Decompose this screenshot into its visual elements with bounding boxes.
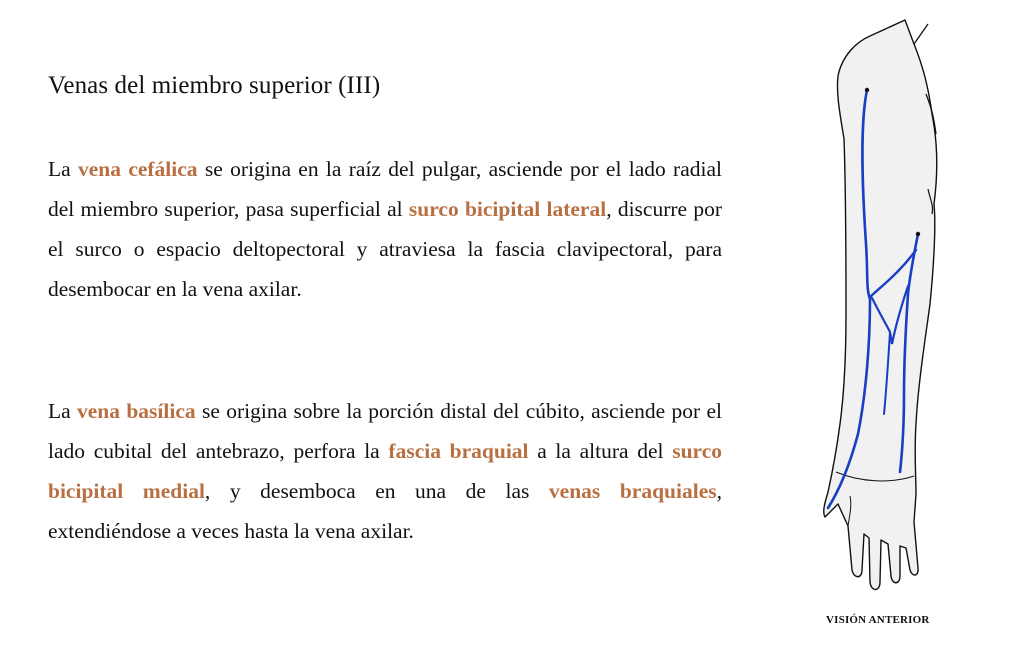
basilic-vein-paragraph: [48, 391, 722, 551]
chest-contour: [914, 24, 928, 44]
basilic-vein-end: [916, 232, 920, 236]
body-text: se origina en la raíz del pulgar, asciende por el lado radial del miembro superior, pasa superficial al: [48, 157, 722, 221]
body-text: se origina sobre la porción distal del cúbito, asciende por el lado cubital del antebrazo, perfora la: [48, 399, 722, 463]
body-text: , y desemboca en una de las: [204, 479, 549, 503]
cephalic-vein-paragraph: [48, 149, 722, 309]
arm-outline: [824, 20, 937, 590]
page-title: Venas del miembro superior (III): [48, 72, 381, 99]
highlighted-term: surco bicipital medial: [48, 439, 722, 503]
body-text: , discurre por el surco o espacio deltopectoral y atraviesa la fascia clavipectoral, para desembocar en la vena axilar.: [48, 197, 723, 301]
body-text: , extendiéndose a veces hasta la vena axilar.: [48, 479, 722, 543]
figure-caption: VISIÓN ANTERIOR: [826, 614, 930, 626]
cephalic-vein-end: [865, 88, 869, 92]
body-text: a la altura del: [528, 439, 673, 463]
body-text: La: [48, 399, 78, 423]
body-text: La: [48, 157, 78, 181]
highlighted-term: surco bicipital lateral: [408, 197, 607, 221]
arm-anterior-view-illustration: [800, 14, 970, 604]
highlighted-term: vena cefálica: [78, 157, 198, 181]
highlighted-term: venas braquiales: [548, 479, 717, 503]
highlighted-term: fascia braquial: [388, 439, 529, 463]
highlighted-term: vena basílica: [77, 399, 196, 423]
